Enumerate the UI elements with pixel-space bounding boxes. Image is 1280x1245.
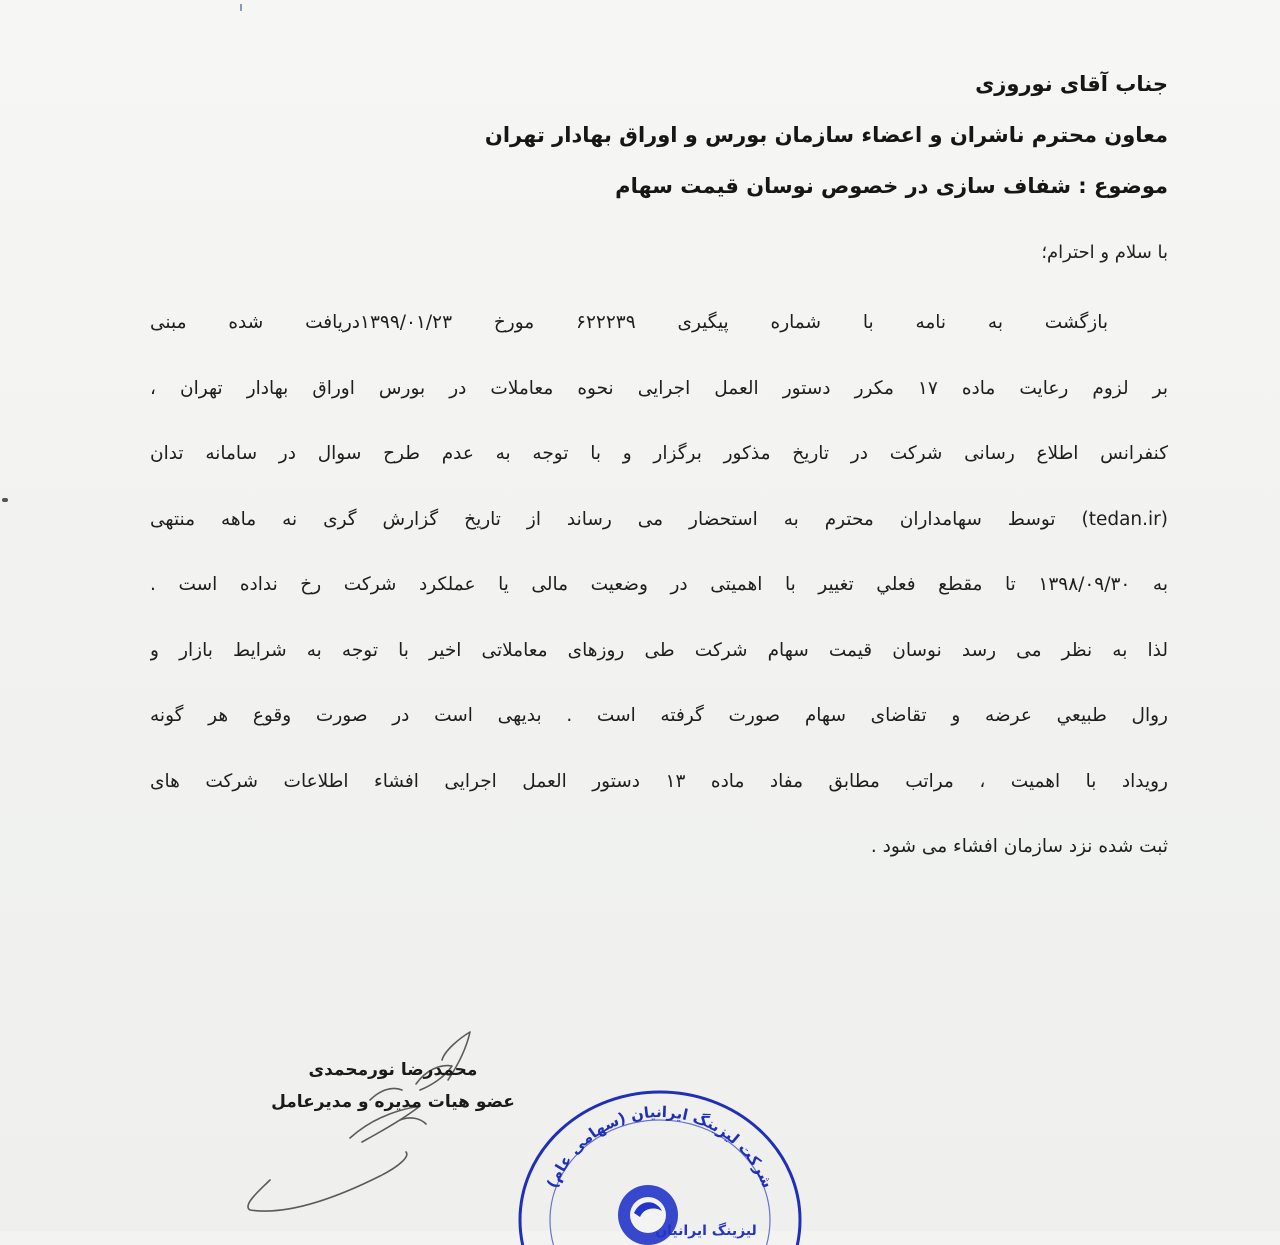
handwritten-signature (230, 1020, 530, 1231)
recipient-line: جناب آقای نوروزی (975, 72, 1168, 96)
letter-body (150, 305, 1168, 895)
body-line: بر لزوم رعایت ماده ۱۷ مکرر دستور العمل اجرایی نحوه معاملات در بورس اوراق بهادار تهران ، (150, 377, 1168, 399)
stamp-logo-text: لیزینگ ایرانیان (655, 1223, 757, 1239)
scan-speck (240, 4, 242, 11)
signer-title: عضو هيات مديره و مديرعامل (271, 1092, 515, 1112)
recipient-position-line: معاون محترم ناشران و اعضاء سازمان بورس و اوراق بهادار تهران (484, 123, 1168, 147)
body-line: کنفرانس اطلاع رسانی شرکت در تاریخ مذکور برگزار و با توجه به عدم طرح سوال در سامانه تدان (150, 443, 1168, 464)
body-line: (tedan.ir) توسط سهامداران محترم به استحضار می رساند از تاریخ گزارش گری نه ماهه منتهی (150, 508, 1168, 530)
letter-header (468, 72, 1168, 225)
body-line: رويداد با اهميت ، مراتب مطابق مفاد ماده ۱۳ دستور العمل اجرايی افشاء اطلاعات شركت های (150, 770, 1168, 792)
company-stamp (510, 1085, 810, 1245)
body-line: روال طبيعي عرضه و تقاضای سهام صورت گرفته است . بديهی است در صورت وقوع هر گونه (150, 705, 1168, 726)
body-line: به ۱۳۹۸/۰۹/۳۰ تا مقطع فعلي تغيير با اهميتی در وضعيت مالی يا عملكرد شرکت رخ نداده است . (150, 574, 1168, 595)
subject-line: موضوع : شفاف سازی در خصوص نوسان قیمت سهام (615, 174, 1168, 198)
signature-block (268, 1060, 518, 1112)
body-line: بازگشت به نامه با شماره پیگیری ۶۲۲۲۳۹ مورخ ۱۳۹۹/۰۱/۲۳دریافت شده مبنی (150, 312, 1108, 333)
signer-name: محمدرضا نورمحمدی (308, 1060, 478, 1080)
greeting-line: با سلام و احترام؛ (1041, 242, 1168, 263)
scan-speck (2, 498, 8, 502)
body-line: لذا به نظر می رسد نوسان قيمت سهام شركت طی روزهای معاملاتی اخير با توجه به شرايط بازار و (150, 639, 1168, 661)
stamp-text: شرکت لیزینگ ایرانیان (سهامی عام) (543, 1103, 777, 1191)
body-line: ثبت شده نزد سازمان افشاء می شود . (870, 836, 1168, 857)
